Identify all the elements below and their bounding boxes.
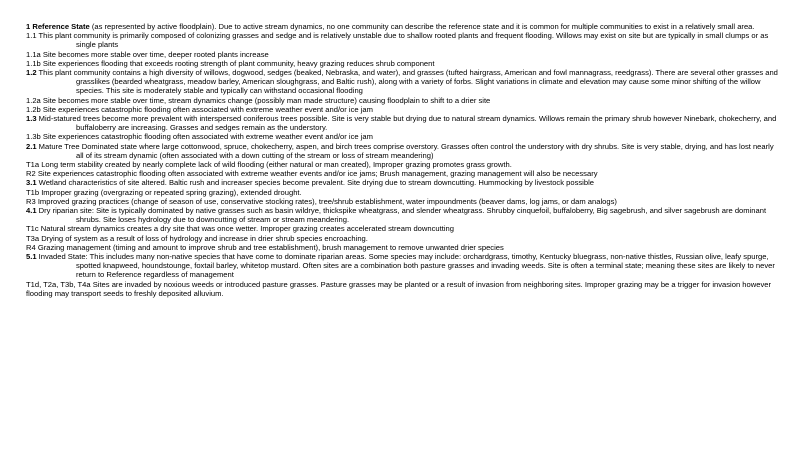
community-number: 3.1 bbox=[26, 178, 37, 188]
paragraph-text: T1c Natural stream dynamics creates a dry site that was once wetter. Improper grazing creates accelerated stream downcutting bbox=[26, 224, 454, 234]
paragraph-1-3 bbox=[26, 114, 780, 132]
paragraph-text: 1.1 This plant community is primarily composed of colonizing grasses and sedge and is relatively unstable due to shallow rooted plants and frequent flooding. Willows may exist on site but are typically in small clumps or as single plants bbox=[26, 31, 769, 50]
paragraph-text: This plant community contains a high diversity of willows, dogwood, sedges (beaked, Nebraska, and water), and grasses (tufted hairgrass, American and fowl mannagrass, reedgrass). There are several other grasses and grasslikes (bearded wheatgrass, meadow barley, American sloughgrass, and Baltic rush), along with a variety of forbs. Slight variations in climate and elevation may cause some minor shifting of the willow species. This site is moderately stable and typically can withstand occasional flooding bbox=[36, 68, 778, 96]
community-number: 4.1 bbox=[26, 206, 37, 216]
paragraph-3-1 bbox=[26, 178, 780, 187]
state-title: Reference State bbox=[30, 22, 90, 31]
paragraph-r2 bbox=[26, 169, 780, 178]
paragraph-4-1 bbox=[26, 206, 780, 224]
paragraph-text: Mature Tree Dominated state where large cottonwood, spruce, chokecherry, aspen, and birch trees comprise overstory. Grasses often control the understory with dry shrubs. Site is very stable, drying, and has lost nearly all of its stream dynamic (often associated with a down cutting of the stream or loss of stream meandering) bbox=[36, 141, 774, 160]
paragraph-text: T1a Long term stability created by nearly complete lack of wild flooding (either natural or man created), Improper grazing promotes grass growth. bbox=[26, 160, 512, 170]
community-number: 1.2 bbox=[26, 68, 37, 78]
community-number: 2.1 bbox=[26, 141, 37, 151]
community-number: 5.1 bbox=[26, 252, 37, 262]
paragraph-t1a bbox=[26, 160, 780, 169]
paragraph-t1c bbox=[26, 224, 780, 233]
paragraph-2-1 bbox=[26, 142, 780, 160]
paragraph-1-2 bbox=[26, 68, 780, 96]
paragraph-text: 1.1b Site experiences flooding that exceeds rooting strength of plant community, heavy grazing reduces shrub component bbox=[26, 58, 435, 68]
paragraph-1-1a bbox=[26, 50, 780, 59]
paragraph-text: R4 Grazing management (timing and amount to improve shrub and tree establishment), brush management to remove unwanted drier species bbox=[26, 242, 504, 252]
paragraph-text: 1.2a Site becomes more stable over time, stream dynamics change (possibly man made structure) causing floodplain to shift to a drier site bbox=[26, 95, 491, 105]
paragraph-r3 bbox=[26, 197, 780, 206]
paragraph-text: T1b Improper grazing (overgrazing or repeated spring grazing), extended drought. bbox=[26, 187, 302, 197]
paragraph-text: 1.2b Site experiences catastrophic flooding often associated with extreme weather event and/or ice jam bbox=[26, 104, 373, 114]
paragraph-t3a bbox=[26, 234, 780, 243]
paragraph-text: Wetland characteristics of site altered. Baltic rush and increaser species become prevalent. Site drying due to stream downcutting. Hummocking by livestock possible bbox=[36, 178, 594, 188]
paragraph-reference-state bbox=[26, 22, 780, 31]
paragraph-text: R3 Improved grazing practices (change of season of use, conservative stocking rates), tree/shrub establishment, water impoundments (beaver dams, log jams, or dam analogs) bbox=[26, 196, 617, 206]
paragraph-text: T1d, T2a, T3b, T4a Sites are invaded by noxious weeds or introduced pasture grasses. Pasture grasses may be planted or a result of invasion from neighboring sites. Improper grazing may be a trigger for invasion however flooding may transport seeds to freshly deposited alluvium. bbox=[26, 279, 772, 298]
paragraph-text: T3a Drying of system as a result of loss of hydrology and increase in drier shrub species encroaching. bbox=[26, 233, 368, 243]
paragraph-text: R2 Site experiences catastrophic flooding often associated with extreme weather events and/or ice jams; Brush management, grazing management will also be necessary bbox=[26, 169, 598, 179]
paragraph-text: (as represented by active floodplain). Due to active stream dynamics, no one community can describe the reference state and it is common for multiple communities to exist in a relatively small area. bbox=[89, 22, 755, 31]
paragraph-text: 1.3b Site experiences catastrophic flooding often associated with extreme weather event and/or ice jam bbox=[26, 132, 373, 142]
paragraph-text: Invaded State: This includes many non-native species that have come to dominate riparian areas. Some species may include: orchardgrass, timothy, Kentucky bluegrass, non-native thistles, Russian olive, leafy spurge, spotted knapweed, houndstounge, foxtail barley, whitetop mustard. Often sites are a combination both pasture grasses and invading weeds. Site is often a terminal state; meaning these sites are likely to never return to Reference regardless of management bbox=[36, 252, 775, 280]
paragraph-1-2a bbox=[26, 96, 780, 105]
paragraph-1-1b bbox=[26, 59, 780, 68]
paragraph-t1d-t2a-t3b-t4a bbox=[26, 280, 780, 298]
paragraph-1-2b bbox=[26, 105, 780, 114]
community-number: 1.3 bbox=[26, 114, 37, 124]
paragraph-text: Mid-statured trees become more prevalent with interspersed coniferous trees possible. Site is very stable but drying due to natural stream dynamics. Willows remain the primary shrub however Ninebark, chokecherry, and buffaloberry are increasing. Grasses and sedges remain as the understory. bbox=[36, 114, 777, 133]
paragraph-1-1 bbox=[26, 31, 780, 49]
state-number: 1 bbox=[26, 22, 31, 31]
paragraph-r4 bbox=[26, 243, 780, 252]
paragraph-text: Dry riparian site: Site is typically dominated by native grasses such as basin wildrye, thickspike wheatgrass, and slender wheatgrass. Shrubby cinquefoil, buffaloberry, Big sagebrush, and silver sagebrush are dominant shrubs. Site loses hydrology due to downcutting of stream or stream meandering. bbox=[36, 206, 767, 225]
paragraph-5-1 bbox=[26, 252, 780, 280]
paragraph-text: 1.1a Site becomes more stable over time, deeper rooted plants increase bbox=[26, 49, 269, 59]
paragraph-t1b bbox=[26, 188, 780, 197]
paragraph-1-3b bbox=[26, 132, 780, 141]
